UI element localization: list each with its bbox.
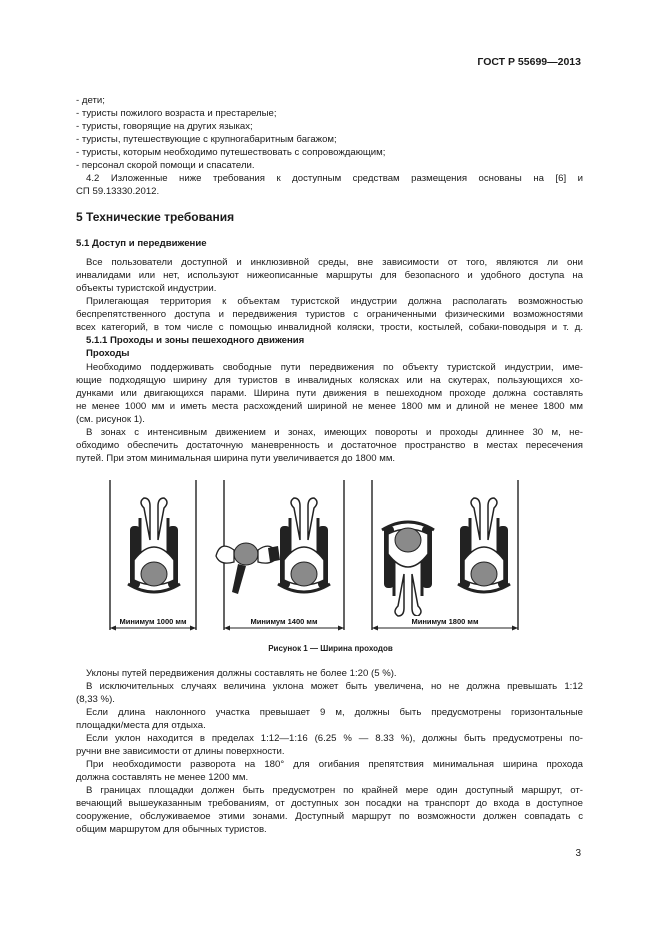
paragraph-exceptional-line: В исключительных случаях величина уклона может быть увеличена, но не должна превышать 1:12 [86, 681, 583, 692]
paragraph-territory-line: Прилегающая территория к объектам туристской индустрии должна располагать возможностью [86, 296, 583, 307]
paragraph-route-line: В границах площадки должен быть предусмотрен по крайней мере один доступный маршрут, от- [86, 785, 583, 796]
paragraph-length-line: Если длина наклонного участка превышает 9 м, должны быть предусмотрены горизонтальные [86, 707, 583, 718]
paragraph-handrails-line: Если уклон находится в пределах 1:12—1:16 (6.25 % — 8.33 %), должны быть предусмотрены по- [86, 733, 583, 744]
paragraph-4-2-line: СП 59.13330.2012. [76, 186, 160, 197]
paragraph-territory-line: беспрепятственного доступа и передвижения туристов с ограниченными физическими возможностями [76, 309, 583, 320]
section-5-1-title: 5.1 Доступ и передвижение [76, 238, 207, 249]
figure-label-1800: Минимум 1800 мм [411, 617, 479, 626]
list-item: - туристы, путешествующие с крупногабаритным багажом; [76, 134, 337, 145]
paragraph-zones-line: В зонах с интенсивным движением и зонах, имеющих повороты и проходы длиннее 30 м, не- [86, 427, 583, 438]
paragraph-route-line: сооружение, обслуживаемое этими зонами. Доступный маршрут по возможности должен совпадать с [76, 811, 583, 822]
list-item: - туристы пожилого возраста и престарелые; [76, 108, 277, 119]
figure-caption: Рисунок 1 — Ширина проходов [268, 644, 393, 653]
paragraph-users-line: Все пользователи доступной и инклюзивной среды, вне зависимости от того, являются ли они [86, 257, 583, 268]
subheading-passages: Проходы [86, 348, 130, 359]
list-item: - дети; [76, 95, 105, 106]
paragraph-width-line: (см. рисунок 1). [76, 414, 145, 425]
section-5-1-1-title: 5.1.1 Проходы и зоны пешеходного движения [86, 335, 305, 346]
paragraph-turn-line: При необходимости разворота на 180° для огибания препятствия минимальная ширина прохода [86, 759, 583, 770]
list-item: - туристы, которым необходимо путешествовать с сопровождающим; [76, 147, 386, 158]
page-number: 3 [575, 848, 581, 859]
list-item: - персонал скорой помощи и спасатели. [76, 160, 255, 171]
figure-label-1000: Минимум 1000 мм [119, 617, 187, 626]
paragraph-width-line: ющие подходящую ширину для туристов в инвалидных колясках или на скутерах, пользующихся хо- [76, 375, 583, 386]
paragraph-width-line: Необходимо поддерживать свободные пути передвижения по объекту туристской индустрии, име- [86, 362, 583, 373]
paragraph-width-line: дунками или двигающихся парами. Ширина пути движения в пешеходном проходе должна составлять [76, 388, 583, 399]
paragraph-route-line: общим маршрутом для обычных туристов. [76, 824, 267, 835]
paragraph-users-line: объекты туристской индустрии. [76, 283, 217, 294]
paragraph-territory-line: всех категорий, в том числе с помощью инвалидной коляски, трости, костылей, собаки-поводыря и т. д. [76, 322, 583, 333]
figure-label-1400: Минимум 1400 мм [250, 617, 318, 626]
paragraph-slopes: Уклоны путей передвижения должны составлять не более 1:20 (5 %). [86, 668, 397, 679]
paragraph-handrails-line: ручни вне зависимости от длины поверхности. [76, 746, 285, 757]
paragraph-4-2-line: 4.2 Изложенные ниже требования к доступным средствам размещения основаны на [6] и [86, 173, 583, 184]
list-item: - туристы, говорящие на других языках; [76, 121, 253, 132]
paragraph-zones-line: путей. При этом минимальная ширина пути увеличивается до 1800 мм. [76, 453, 396, 464]
paragraph-exceptional-line: (8,33 %). [76, 694, 115, 705]
paragraph-route-line: вечающий вышеуказанным требованиям, от доступных зон посадки на транспорт до входа в доступное [76, 798, 583, 809]
paragraph-users-line: инвалидами или нет, используют нижеописанные маршруты для безопасного и удобного доступа на [76, 270, 583, 281]
figure-passage-widths [104, 478, 524, 638]
paragraph-length-line: площадки/места для отдыха. [76, 720, 206, 731]
section-5-title: 5 Технические требования [76, 210, 235, 224]
paragraph-turn-line: должна составлять не менее 1200 мм. [76, 772, 249, 783]
document-header: ГОСТ Р 55699—2013 [477, 56, 581, 68]
paragraph-width-line: не менее 1000 мм и иметь места расхождений шириной не менее 1800 мм и длиной не менее 1800 мм [76, 401, 583, 412]
paragraph-zones-line: обходимо обеспечить достаточную маневренность и достаточное пространство в местах пересечения [76, 440, 583, 451]
